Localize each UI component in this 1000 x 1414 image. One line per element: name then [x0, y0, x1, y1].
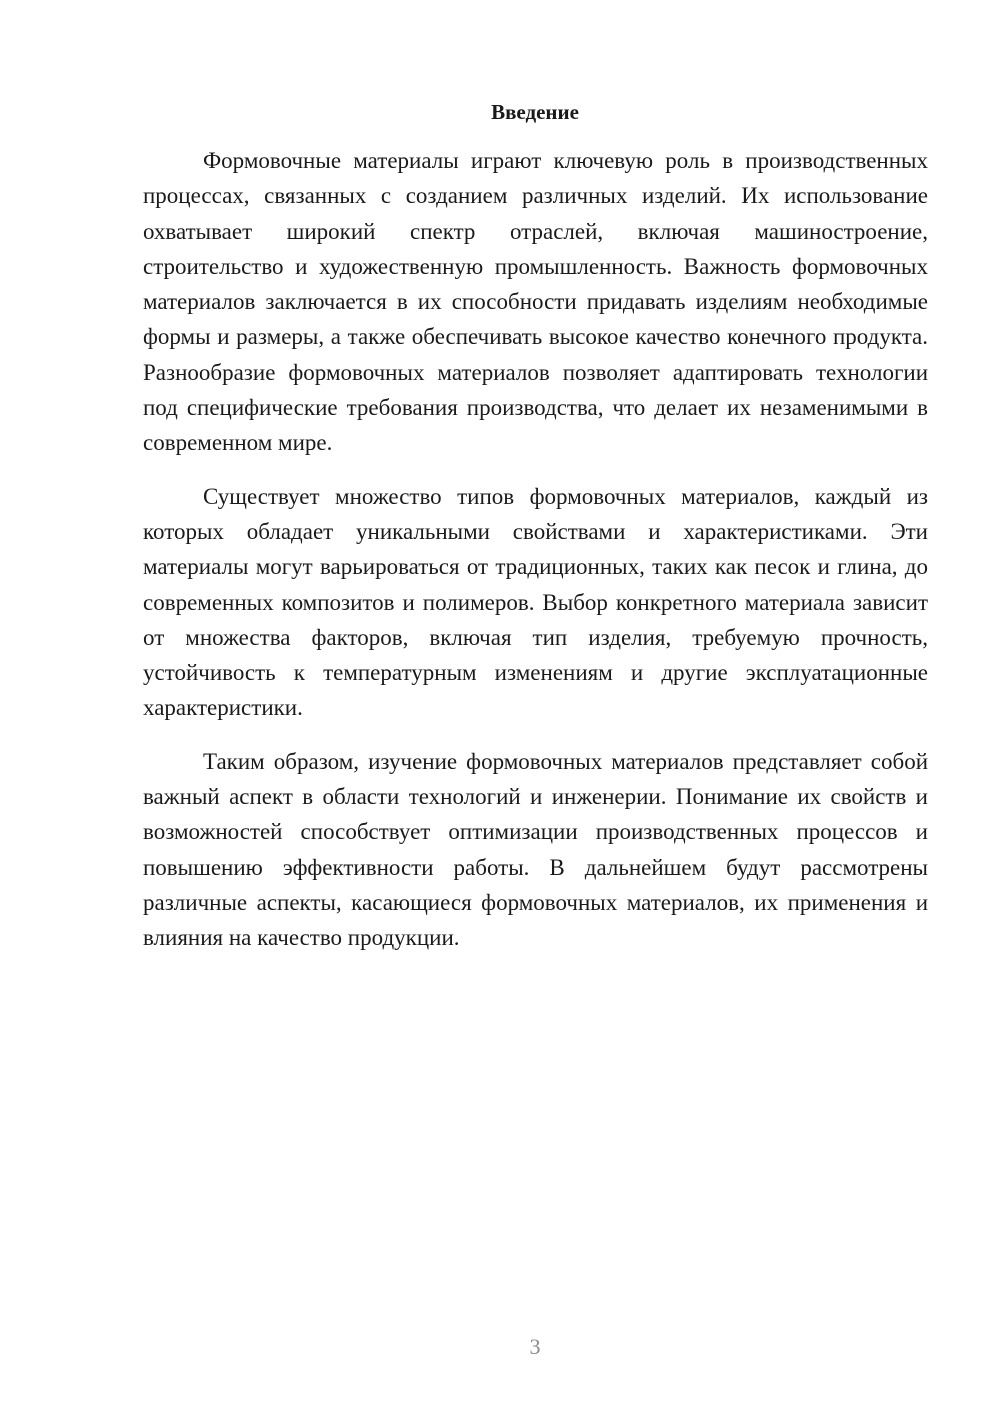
body-text [143, 143, 928, 974]
paragraph-2: Существует множество типов формовочных материалов, каждый из которых обладает уникальными свойствами и характеристиками. Эти материалы могут варьироваться от традиционных, таких как песок и глина, до современных композитов и полимеров. Выбор конкретного материала зависит от множества факторов, включая тип изделия, требуемую прочность, устойчивость к температурным изменениям и другие эксплуатационные характеристики. [143, 483, 928, 721]
page-number: 3 [529, 1334, 541, 1359]
section-heading: Введение [491, 100, 579, 124]
paragraph-3: Таким образом, изучение формовочных материалов представляет собой важный аспект в области технологий и инженерии. Понимание их свойств и возможностей способствует оптимизации производственных процессов и повышению эффективности работы. В дальнейшем будут рассмотрены различные аспекты, касающиеся формовочных материалов, их применения и влияния на качество продукции. [143, 748, 928, 951]
paragraph-1: Формовочные материалы играют ключевую роль в производственных процессах, связанных с созданием различных изделий. Их использование охватывает широкий спектр отраслей, включая машиностроение, строительство и художественную промышленность. Важность формовочных материалов заключается в их способности придавать изделиям необходимые формы и размеры, а также обеспечивать высокое качество конечного продукта. Разнообразие формовочных материалов позволяет адаптировать технологии под специфические требования производства, что делает их незаменимыми в современном мире. [143, 148, 928, 456]
